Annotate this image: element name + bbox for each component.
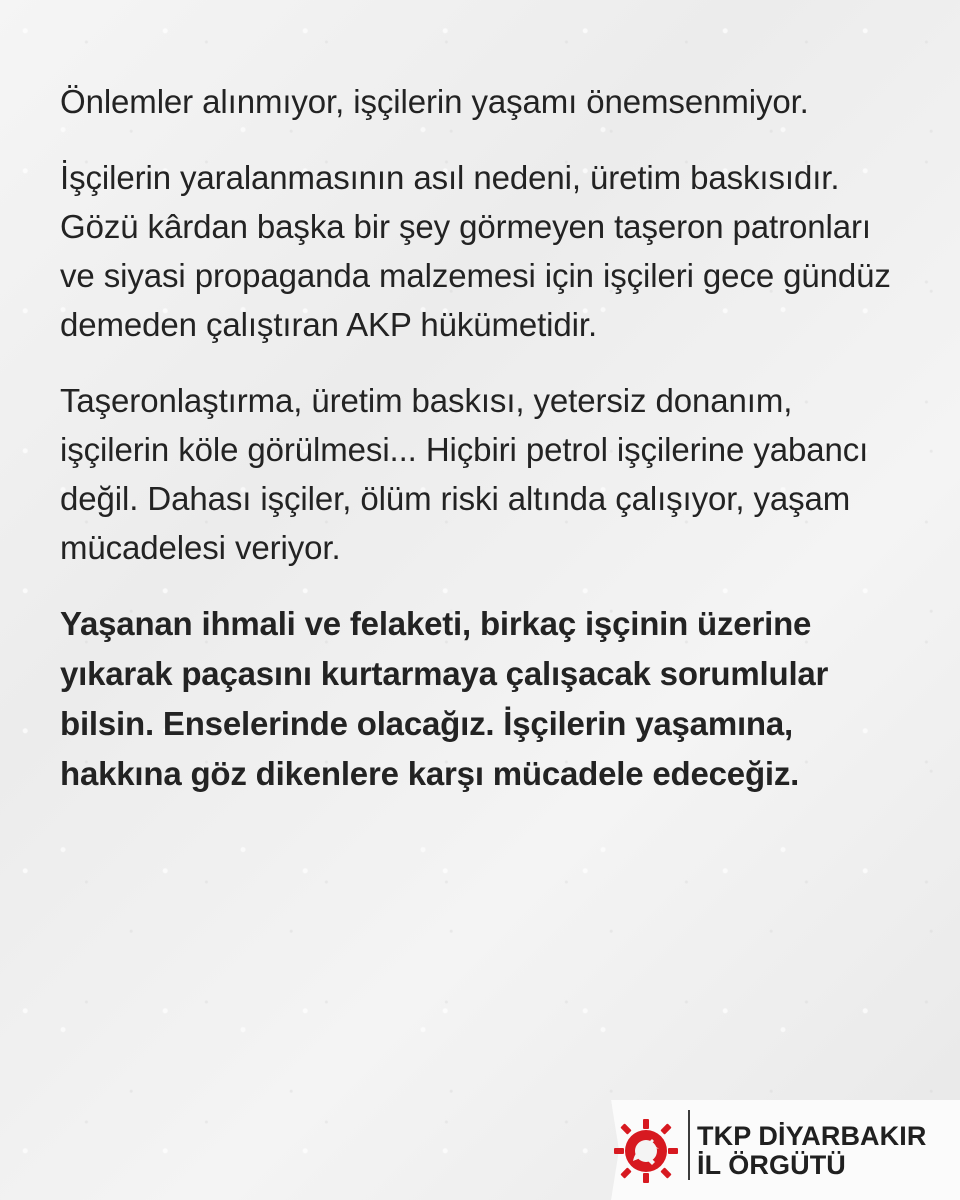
paragraph-2: İşçilerin yaralanmasının asıl nedeni, üretim baskısıdır. Gözü kârdan başka bir şey görmeyen taşeron patronları ve siyasi propaganda malzemesi için işçileri gece gündüz demeden çalıştıran AKP hükümetidir. <box>60 159 891 343</box>
bold-closing-paragraph: Yaşanan ihmali ve felaketi, birkaç işçinin üzerine yıkarak paçasını kurtarmaya çalışacak sorumlular bilsin. Enselerinde olacağız. İşçilerin yaşamına, hakkına göz dikenlere karşı mücadele edeceğiz. <box>60 605 829 792</box>
paragraph-1: Önlemler alınmıyor, işçilerin yaşamı önemsenmiyor. <box>60 83 809 120</box>
organization-name <box>697 1122 947 1180</box>
tkp-logo <box>610 1115 682 1187</box>
paragraph-3: Taşeronlaştırma, üretim baskısı, yetersiz donanım, işçilerin köle görülmesi... Hiçbiri petrol işçilerine yabancı değil. Dahası işçiler, ölüm riski altında çalışıyor, yaşam mücadelesi veriyor. <box>60 382 869 566</box>
logo-divider <box>688 1110 690 1180</box>
organization-name-line-2: İL ÖRGÜTÜ <box>697 1150 846 1180</box>
tkp-hammer-sickle-gear-icon <box>610 1115 682 1187</box>
statement-body <box>60 77 910 826</box>
organization-name-line-1: TKP DİYARBAKIR <box>697 1121 927 1151</box>
